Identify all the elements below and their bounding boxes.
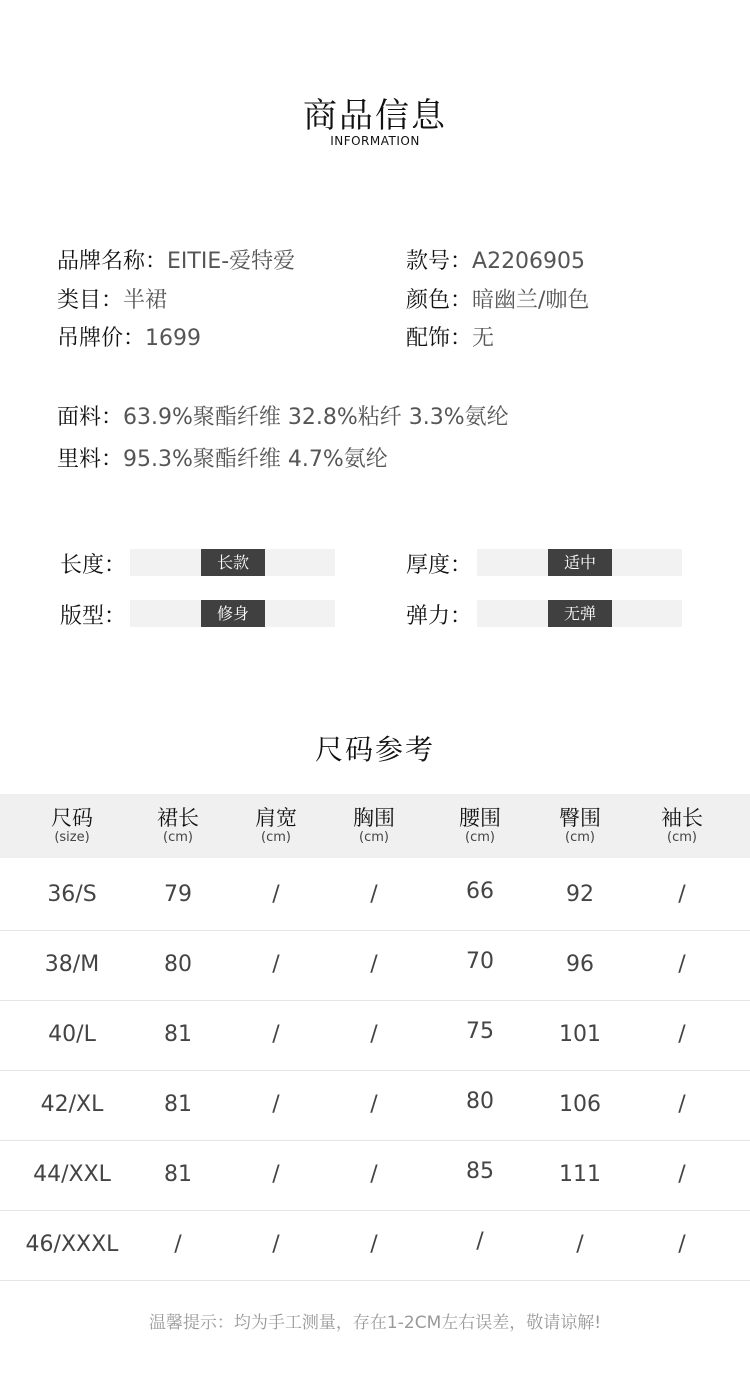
table-cell: / xyxy=(678,1092,686,1117)
header-skirt-length xyxy=(157,794,199,858)
fabric-lining xyxy=(57,442,388,473)
info-style-no-label: 款号： xyxy=(406,249,473,274)
table-cell: 46/XXXL xyxy=(25,1232,119,1257)
table-cell: / xyxy=(272,1092,280,1117)
size-table-header xyxy=(0,794,750,858)
table-cell: 101 xyxy=(559,1022,601,1047)
header-waist-name: 腰围 xyxy=(459,806,501,830)
table-cell: / xyxy=(678,1162,686,1187)
table-row xyxy=(0,860,750,931)
size-chart-title: 尺码参考 xyxy=(314,733,435,766)
table-cell: / xyxy=(370,882,378,907)
table-cell: 70 xyxy=(466,949,494,974)
table-cell: 85 xyxy=(466,1159,494,1184)
info-color xyxy=(406,283,589,314)
header-skirt-length-name: 裙长 xyxy=(157,806,199,830)
info-category-label: 类目： xyxy=(57,288,124,313)
info-style-no-value: A2206905 xyxy=(472,249,586,274)
table-cell: / xyxy=(370,952,378,977)
table-cell: / xyxy=(174,1232,182,1257)
info-brand xyxy=(57,244,295,275)
table-cell: 75 xyxy=(466,1019,494,1044)
table-cell: 80 xyxy=(164,952,192,977)
table-cell: 81 xyxy=(164,1162,192,1187)
info-price-label: 吊牌价： xyxy=(57,326,146,351)
table-cell: / xyxy=(272,1232,280,1257)
info-price xyxy=(57,321,201,352)
table-cell: 66 xyxy=(466,879,494,904)
header-hip xyxy=(559,794,601,858)
table-cell: 96 xyxy=(566,952,594,977)
table-cell: / xyxy=(476,1229,484,1254)
table-row xyxy=(0,1140,750,1211)
header-skirt-length-unit: (cm) xyxy=(163,830,193,845)
header-bust-unit: (cm) xyxy=(359,830,389,845)
table-cell: 38/M xyxy=(44,952,100,977)
header-bust-name: 胸围 xyxy=(353,806,395,830)
table-cell: 111 xyxy=(559,1162,601,1187)
table-cell: / xyxy=(272,952,280,977)
header-size xyxy=(51,794,93,858)
fabric-outer-label: 面料： xyxy=(57,405,124,430)
table-cell: / xyxy=(272,882,280,907)
info-price-value: 1699 xyxy=(145,326,202,351)
page-subtitle: INFORMATION xyxy=(330,134,420,148)
table-cell: / xyxy=(370,1092,378,1117)
table-cell: / xyxy=(370,1232,378,1257)
header-shoulder xyxy=(255,794,297,858)
table-cell: / xyxy=(576,1232,584,1257)
table-cell: / xyxy=(272,1022,280,1047)
table-cell: 80 xyxy=(466,1089,494,1114)
attr-elasticity-bar xyxy=(477,600,682,627)
attr-elasticity-label: 弹力： xyxy=(406,604,473,629)
header-sleeve-unit: (cm) xyxy=(667,830,697,845)
fabric-lining-label: 里料： xyxy=(57,447,124,472)
table-row xyxy=(0,1000,750,1071)
table-cell: 92 xyxy=(566,882,594,907)
table-cell: / xyxy=(678,1232,686,1257)
header-sleeve xyxy=(661,794,703,858)
attr-thickness-bar xyxy=(477,549,682,576)
attr-length-bar xyxy=(130,549,335,576)
attr-length-chip: 长款 xyxy=(201,549,265,576)
table-row xyxy=(0,1070,750,1141)
header-hip-name: 臀围 xyxy=(559,806,601,830)
header-shoulder-unit: (cm) xyxy=(261,830,291,845)
attr-thickness-chip: 适中 xyxy=(548,549,612,576)
info-category-value: 半裙 xyxy=(123,288,168,313)
header-shoulder-name: 肩宽 xyxy=(255,806,297,830)
info-color-label: 颜色： xyxy=(406,288,473,313)
header-waist-unit: (cm) xyxy=(465,830,495,845)
table-cell: 81 xyxy=(164,1092,192,1117)
table-cell: / xyxy=(370,1162,378,1187)
info-accessory xyxy=(406,321,494,352)
table-cell: / xyxy=(678,952,686,977)
header-hip-unit: (cm) xyxy=(565,830,595,845)
attr-fit-bar xyxy=(130,600,335,627)
table-cell: 42/XL xyxy=(40,1092,104,1117)
table-cell: / xyxy=(678,1022,686,1047)
header-bust xyxy=(353,794,395,858)
header-sleeve-name: 袖长 xyxy=(661,806,703,830)
header-size-name: 尺码 xyxy=(51,806,93,830)
table-cell: 44/XXL xyxy=(33,1162,111,1187)
fabric-outer-value: 63.9%聚酯纤维 32.8%粘纤 3.3%氨纶 xyxy=(123,405,509,430)
info-accessory-value: 无 xyxy=(472,326,495,351)
attr-fit-label: 版型： xyxy=(60,604,127,629)
attr-elasticity-chip: 无弹 xyxy=(548,600,612,627)
table-cell: 36/S xyxy=(47,882,97,907)
info-color-value: 暗幽兰/咖色 xyxy=(472,288,590,313)
attr-fit-chip: 修身 xyxy=(201,600,265,627)
attr-length-label: 长度： xyxy=(60,553,127,578)
header-size-unit: (size) xyxy=(54,830,90,845)
info-style-no xyxy=(406,244,585,275)
info-accessory-label: 配饰： xyxy=(406,326,473,351)
table-cell: / xyxy=(272,1162,280,1187)
header-waist xyxy=(459,794,501,858)
table-row xyxy=(0,1210,750,1281)
table-cell: / xyxy=(678,882,686,907)
info-category xyxy=(57,283,167,314)
fabric-outer xyxy=(57,400,509,431)
table-cell: 40/L xyxy=(48,1022,96,1047)
table-cell: / xyxy=(370,1022,378,1047)
page-title: 商品信息 xyxy=(303,96,447,136)
table-cell: 106 xyxy=(559,1092,601,1117)
attr-thickness-label: 厚度： xyxy=(406,553,473,578)
table-cell: 81 xyxy=(164,1022,192,1047)
info-brand-value: EITIE-爱特爱 xyxy=(167,249,296,274)
table-cell: 79 xyxy=(164,882,192,907)
table-row xyxy=(0,930,750,1001)
info-brand-label: 品牌名称： xyxy=(57,249,168,274)
fabric-lining-value: 95.3%聚酯纤维 4.7%氨纶 xyxy=(123,447,388,472)
measurement-note: 温馨提示：均为手工测量，存在1-2CM左右误差，敬请谅解! xyxy=(148,1313,602,1333)
